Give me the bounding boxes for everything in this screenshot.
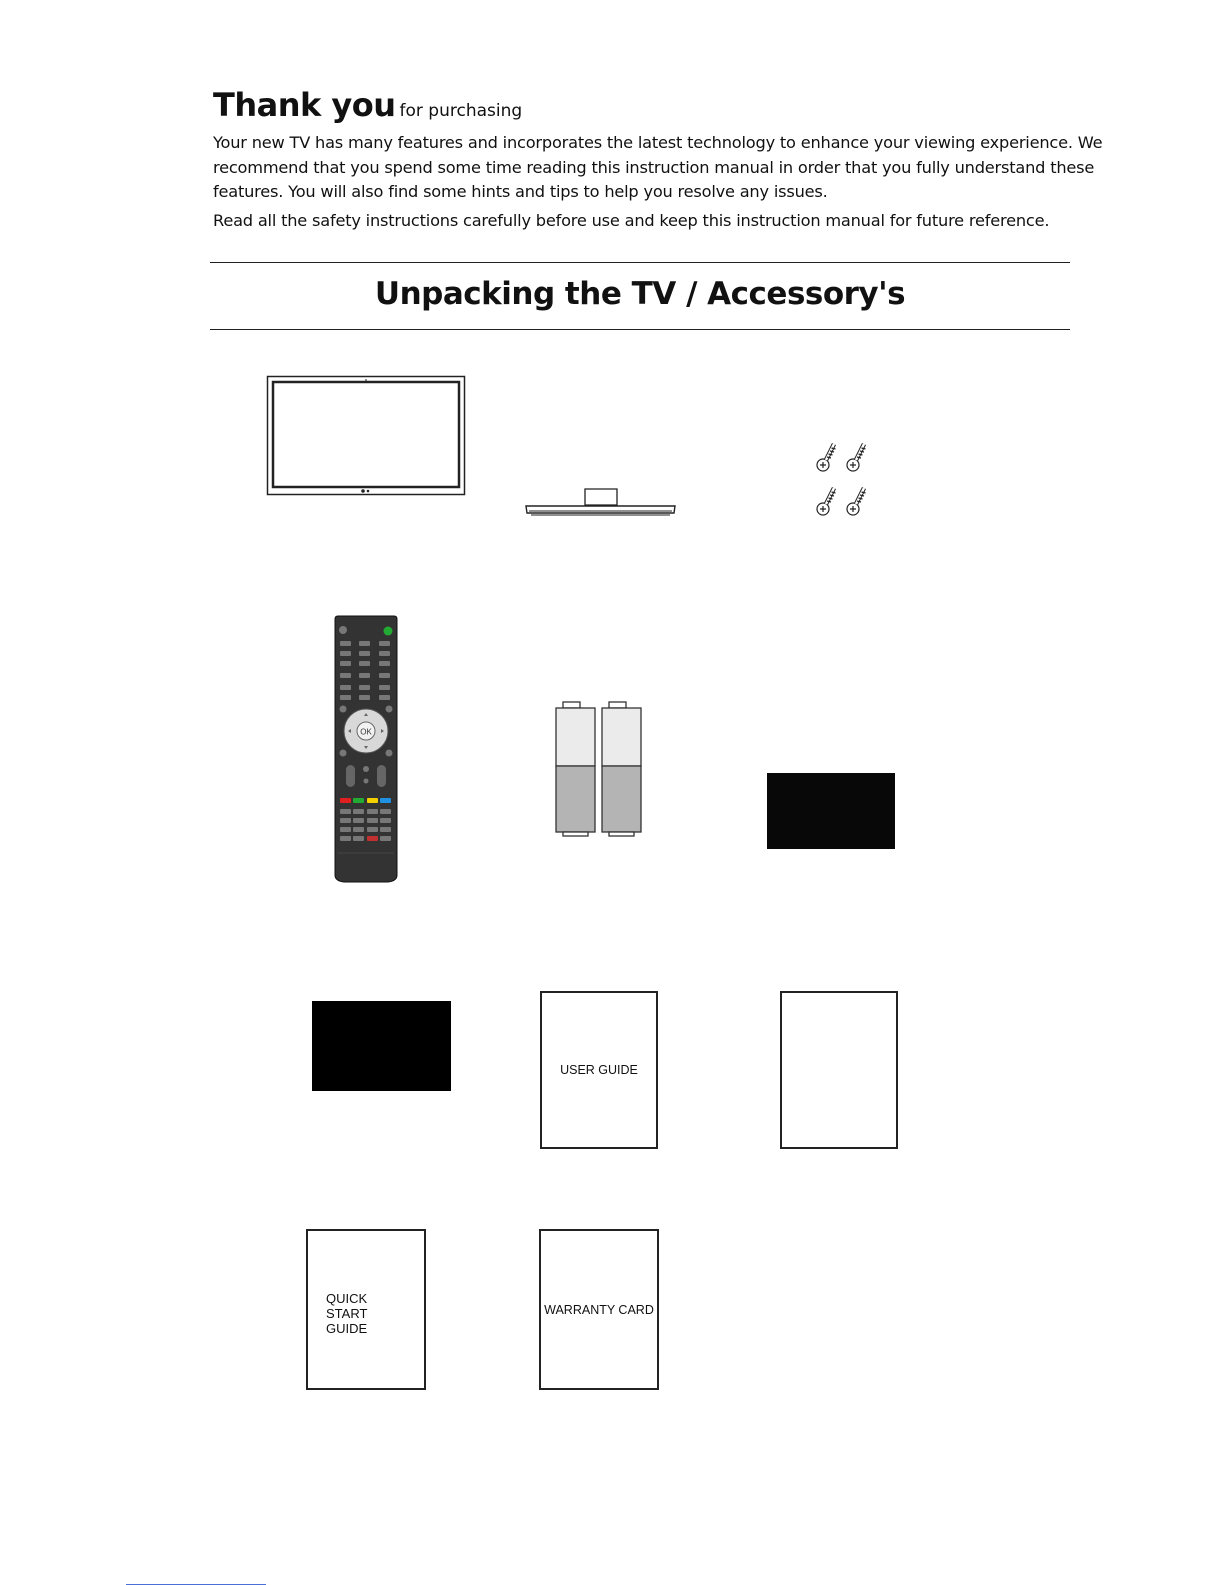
- warranty-label: WARRANTY CARD: [544, 1302, 654, 1317]
- screws-icon: [808, 438, 872, 522]
- top-divider: [210, 262, 1070, 263]
- tv-icon: [266, 375, 466, 499]
- quick-start-label: QUICK START GUIDE: [326, 1291, 368, 1336]
- section-title: Unpacking the TV / Accessory's: [374, 276, 906, 312]
- warranty-card: [539, 1229, 659, 1390]
- quick-start-guide-booklet: [306, 1229, 426, 1390]
- intro-text: [213, 131, 1113, 233]
- user-guide-label: USER GUIDE: [560, 1063, 638, 1077]
- thank-you-small: for purchasing: [399, 101, 523, 121]
- remote-control-icon: [332, 615, 400, 885]
- intro-paragraph-1: Your new TV has many features and incorporates the latest technology to enhance your viewing experience. We recommend that you spend some time reading this instruction manual in order that you fully understand these features. You will also find some hints and tips to help you resolve any issues.: [213, 133, 1103, 201]
- accessory-black-box-1: [767, 773, 895, 849]
- intro-paragraph-2: Read all the safety instructions carefully before use and keep this instruction manual for future reference.: [213, 210, 1050, 230]
- accessory-black-box-2: [312, 1001, 451, 1091]
- blank-booklet: [780, 991, 898, 1149]
- thank-you-big: Thank you: [213, 86, 396, 124]
- user-guide-booklet: [540, 991, 658, 1149]
- remote-ok-label: OK: [360, 727, 372, 737]
- batteries-icon: [553, 700, 646, 840]
- thank-you-heading: [213, 86, 522, 124]
- tv-stand-icon: [523, 487, 678, 519]
- bottom-divider: [210, 329, 1070, 330]
